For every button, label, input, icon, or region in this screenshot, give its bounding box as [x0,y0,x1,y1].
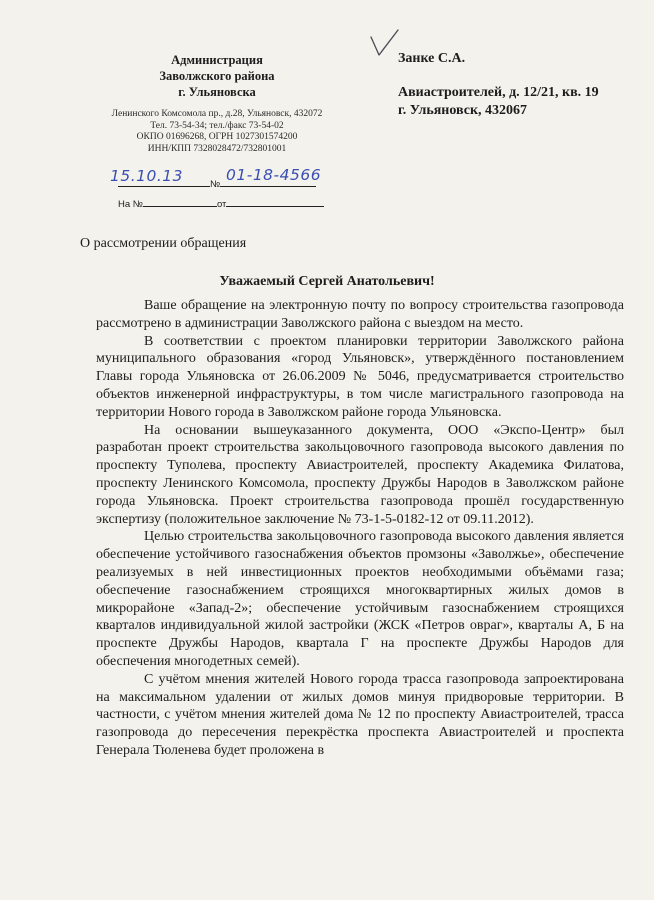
recipient-block [398,50,599,120]
sender-block [92,52,342,155]
sender-okpo: ОКПО 01696268, ОГРН 1027301574200 [136,132,298,142]
paragraph-5: С учётом мнения жителей Нового города трасса газопровода запроектирована на максимальном удалении от жилых домов минуя придворовые территории. В частности, с учётом мнения жителей дома № 12 по проспекту Авиастроителей, трасса газопровода до пересечения перекрёстка проспекта Авиастроителей и проспекта Генерала Тюленева будет проложена в [96,671,624,758]
paragraph-3: На основании вышеуказанного документа, ООО «Экспо-Центр» был разработан проект строительства закольцовочного газопровода высокого давления по проспекту Туполева, проспекту Авиастроителей, проспекту Академика Филатова, проспекту Ленинского Комсомола, проспекту Дружбы Народов в Заволжском районе города Ульяновска. Проект строительства газопровода прошёл государственную экспертизу (положительное заключение № 73-1-5-0182-12 от 09.11.2012). [96,422,624,527]
paragraph-1: Ваше обращение на электронную почту по вопросу строительства газопровода рассмотрено в администрации Заволжского района с выездом на место. [96,298,624,331]
sender-address: Ленинского Комсомола пр., д.28, Ульяновск, 432072 [111,109,323,119]
number-label: № [210,179,221,190]
checkmark-icon [368,28,402,60]
recipient-name: Занке С.А. [398,51,466,66]
salutation: Уважаемый Сергей Анатольевич! [219,274,435,289]
letter-body [96,297,624,760]
outgoing-registration-line [118,176,316,190]
reference-registration-line [118,196,324,210]
sender-org-line1: Администрация [171,53,263,67]
recipient-address-line1: Авиастроителей, д. 12/21, кв. 19 [398,85,599,100]
recipient-address-line2: г. Ульяновск, 432067 [398,103,528,118]
handwritten-number: 01-18-4566 [226,166,322,184]
letter-subject: О рассмотрении обращения [80,236,247,251]
paragraph-2: В соответствии с проектом планировки территории Заволжского района муниципального образования «город Ульяновск», утверждённого постановлением Главы города Ульяновска от 26.06.2009 № 5046, предусматривается строительство объектов инженерной инфраструктуры, в том числе магистрального газопровода на территории Нового города в Заволжском районе города Ульяновска. [96,333,624,420]
sender-phone: Тел. 73-54-34; тел./факс 73-54-02 [150,120,284,131]
sender-inn: ИНН/КПП 7328028472/732801001 [147,143,287,154]
handwritten-date: 15.10.13 [110,167,184,185]
sender-org-line2: Заволжского района [159,69,275,83]
paragraph-4: Целью строительства закольцовочного газопровода высокого давления является обеспечение устойчивого газоснабжения объектов промзоны «Заволжье», обеспечение реализуемых в ней инвестиционных проектов необходимыми объёмами газа; обеспечение газоснабжением строящихся многоквартирных жилых домов в микрорайоне «Запад-2»; обеспечение устойчивым газоснабжением строящихся кварталов индивидуальной жилой застройки (ЖСК «Петров овраг», кварталы А, Б на проспекте Дружбы Народов, квартала Г на проспекте Дружбы Народов для обеспечения многодетных семей). [96,529,624,669]
reference-from-label: от [216,199,227,210]
sender-org-line3: г. Ульяновска [178,85,256,99]
reference-label: На № [118,199,143,210]
